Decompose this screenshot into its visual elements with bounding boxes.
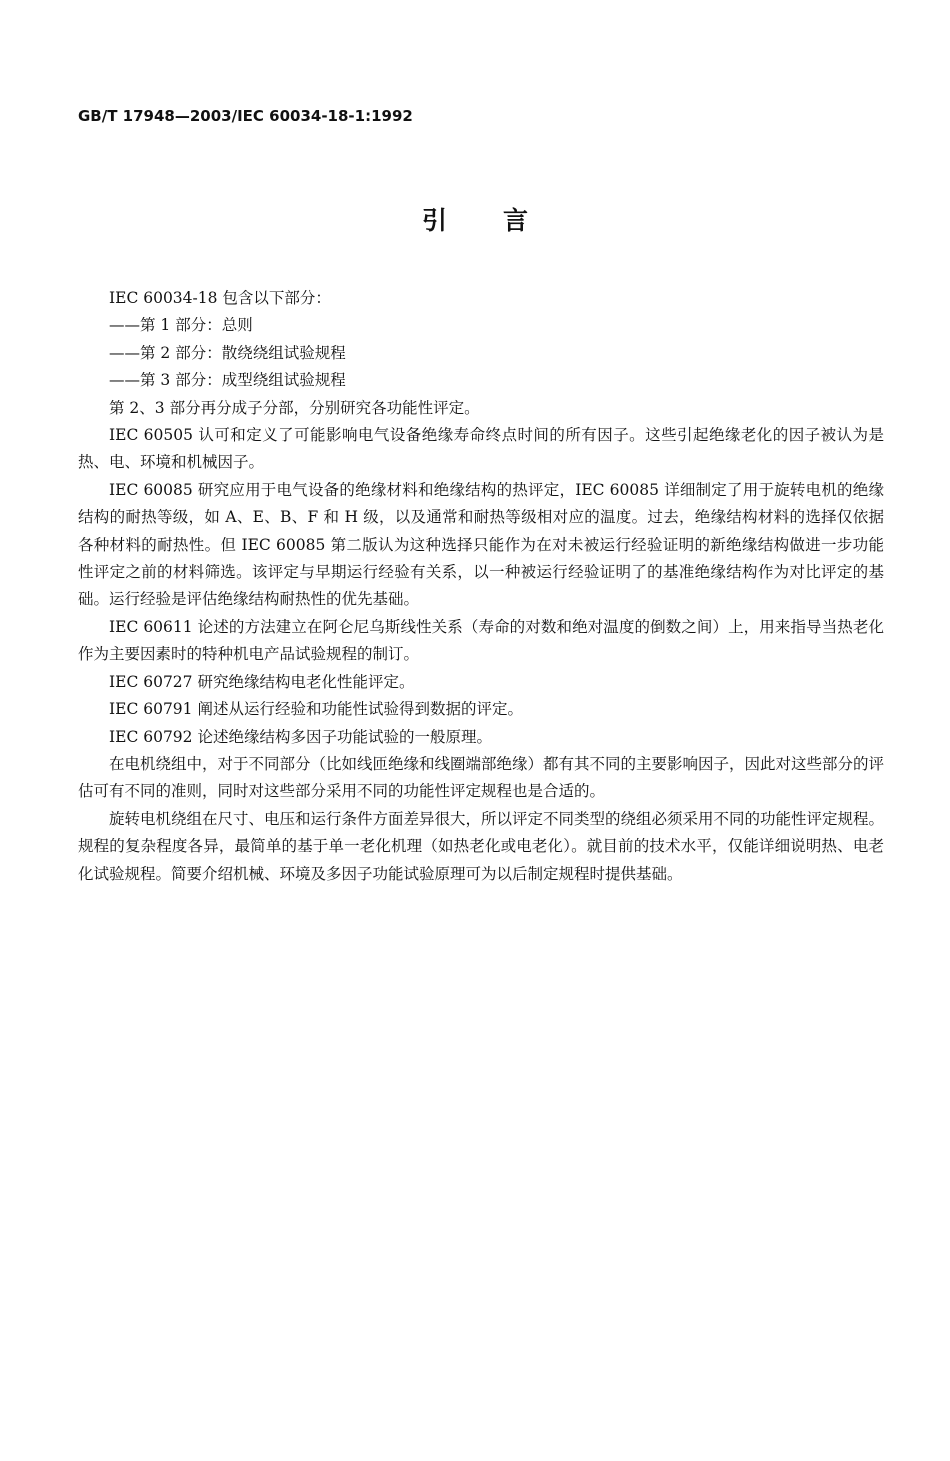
paragraph: IEC 60505 认可和定义了可能影响电气设备绝缘寿命终点时间的所有因子。这些引起绝缘老化的因子被认为是热、电、环境和机械因子。 xyxy=(78,426,884,472)
paragraph: IEC 60611 论述的方法建立在阿仑尼乌斯线性关系（寿命的对数和绝对温度的倒数之间）上，用来指导当热老化作为主要因素时的特种机电产品试验规程的制订。 xyxy=(78,617,884,664)
paragraph: IEC 60791 阐述从运行经验和功能性试验得到数据的评定。 xyxy=(109,700,523,719)
paragraph: IEC 60727 研究绝缘结构电老化性能评定。 xyxy=(109,672,415,691)
paragraph: 旋转电机绕组在尺寸、电压和运行条件方面差异很大，所以评定不同类型的绕组必须采用不同的功能性评定规程。规程的复杂程度各异，最简单的基于单一老化机理（如热老化或电老化）。就目前的技术水平，仅能详细说明热、电老化试验规程。简要介绍机械、环境及多因子功能试验原理可为以后制定规程时提供基础。 xyxy=(78,809,885,883)
list-item-part-2: ——第 2 部分：散绕绕组试验规程 xyxy=(109,343,346,362)
standard-number-header: GB/T 17948—2003/IEC 60034-18-1:1992 xyxy=(78,107,413,125)
list-item-part-1: ——第 1 部分：总则 xyxy=(109,316,253,335)
paragraph: 第 2、3 部分再分成子分部，分别研究各功能性评定。 xyxy=(109,398,480,417)
section-title: 引言 xyxy=(421,206,584,235)
paragraph: 在电机绕组中，对于不同部分（比如线匝绝缘和线圈端部绝缘）都有其不同的主要影响因子，因此对这些部分的评估可有不同的准则，同时对这些部分采用不同的功能性评定规程也是合适的。 xyxy=(78,754,885,801)
paragraph: IEC 60792 论述绝缘结构多因子功能试验的一般原理。 xyxy=(109,727,492,746)
paragraph: IEC 60085 研究应用于电气设备的绝缘材料和绝缘结构的热评定，IEC 60085 详细制定了用于旋转电机的绝缘结构的耐热等级，如 A、E、B、F 和 H 级，以及通常和耐热等级相对应的温度。过去，绝缘结构材料的选择仅依据各种材料的耐热性。但 IEC 60085 第二版认为这种选择只能作为在对未被运行经验证明的新绝缘结构做进一步功能性评定之前的材料筛选。该评定与早期运行经验有关系，以一种被运行经验证明了的基准绝缘结构作为对比评定的基础。运行经验是评估绝缘结构耐热性的优先基础。 xyxy=(78,480,884,609)
paragraph: IEC 60034-18 包含以下部分： xyxy=(109,289,331,307)
introduction-body xyxy=(78,285,884,888)
list-item-part-3: ——第 3 部分：成型绕组试验规程 xyxy=(109,371,346,390)
